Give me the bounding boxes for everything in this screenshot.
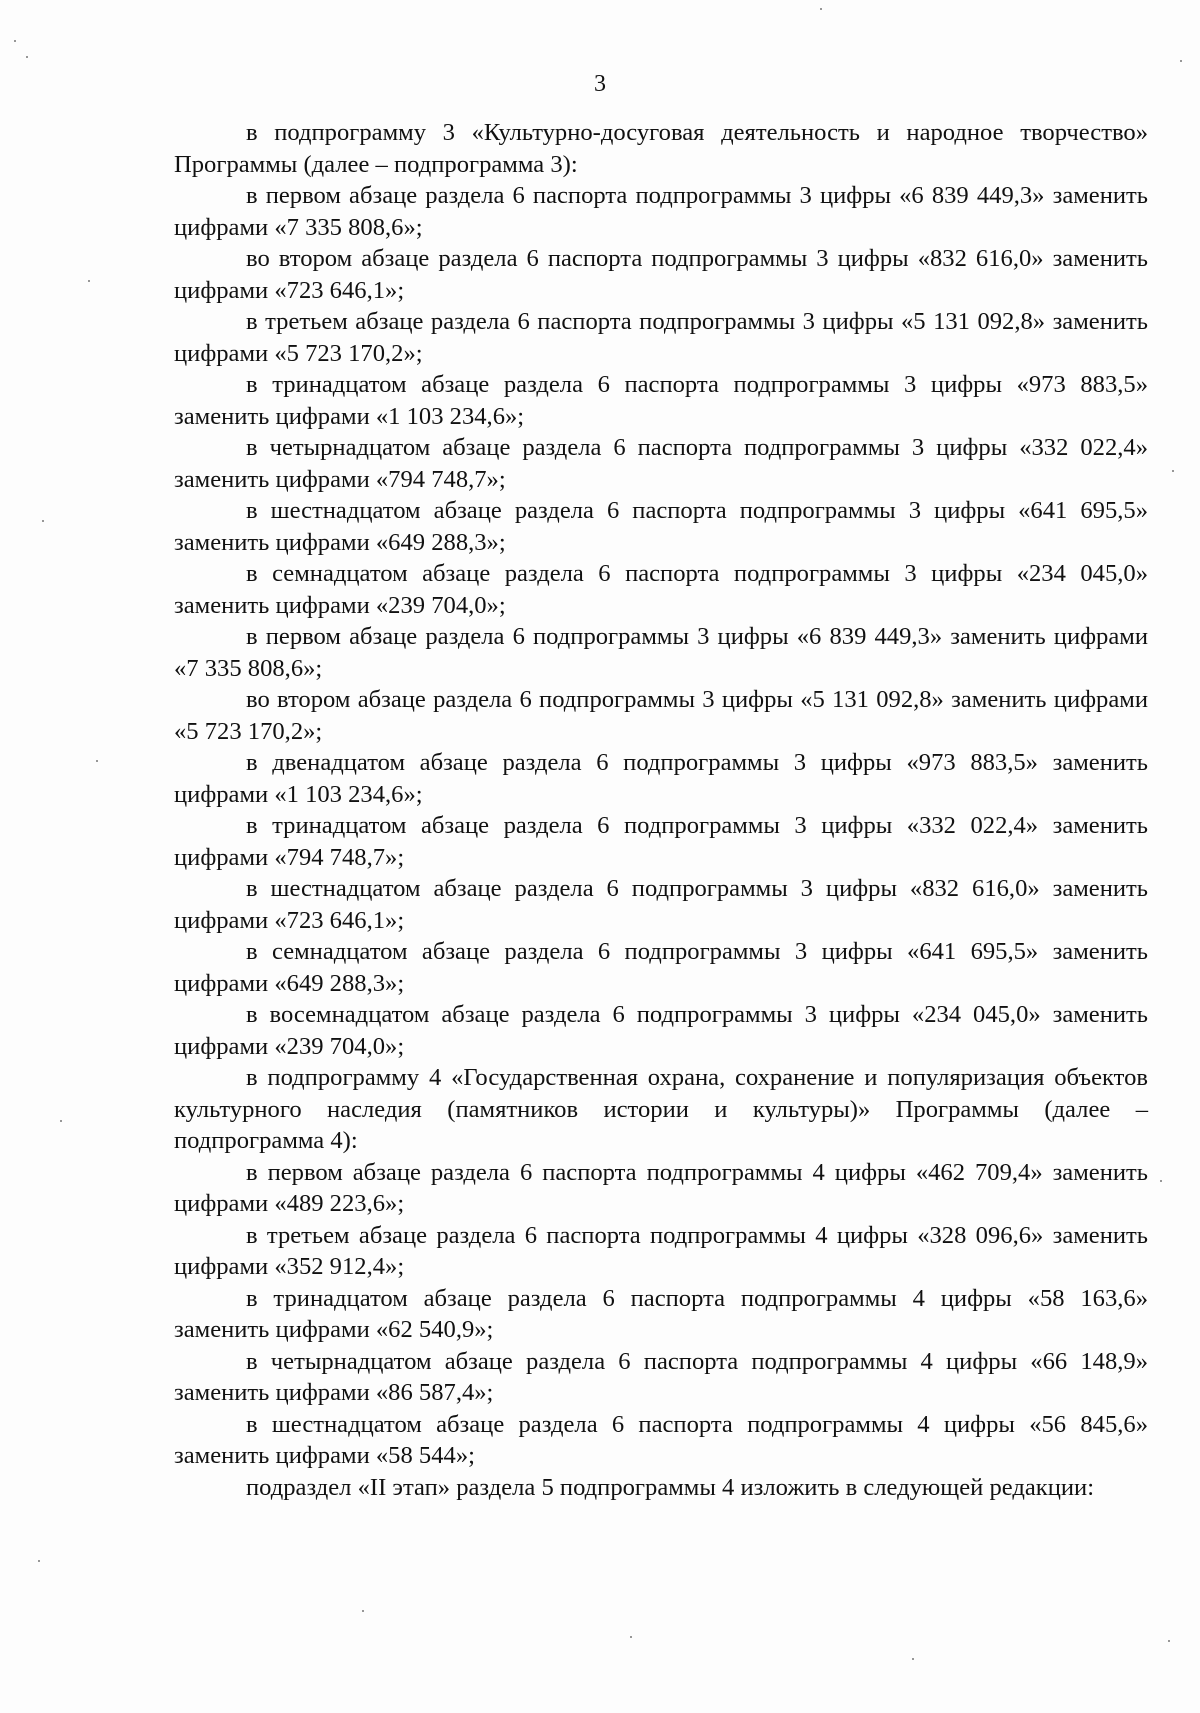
paragraph-amendment: во втором абзаце раздела 6 паспорта подпрограммы 3 цифры «832 616,0» заменить цифрами «723 646,1»; <box>174 245 1148 304</box>
scan-speck <box>26 56 28 58</box>
paragraph-closing: подраздел «II этап» раздела 5 подпрограммы 4 изложить в следующей редакции: <box>246 1473 1095 1501</box>
scan-speck <box>1172 470 1174 472</box>
scan-speck <box>820 8 822 10</box>
scan-speck <box>88 280 90 282</box>
scan-speck <box>42 520 44 522</box>
paragraph-amendment: во втором абзаце раздела 6 подпрограммы 3 цифры «5 131 092,8» заменить цифрами «5 723 170,2»; <box>174 686 1148 745</box>
paragraph-amendment: в тринадцатом абзаце раздела 6 подпрограммы 3 цифры «332 022,4» заменить цифрами «794 748,7»; <box>174 812 1148 871</box>
paragraph-amendment: в первом абзаце раздела 6 подпрограммы 3 цифры «6 839 449,3» заменить цифрами «7 335 808,6»; <box>174 623 1148 682</box>
paragraph-amendment: в третьем абзаце раздела 6 паспорта подпрограммы 4 цифры «328 096,6» заменить цифрами «352 912,4»; <box>174 1221 1148 1280</box>
paragraph-amendment: в первом абзаце раздела 6 паспорта подпрограммы 4 цифры «462 709,4» заменить цифрами «489 223,6»; <box>174 1158 1148 1217</box>
scan-speck <box>60 1120 62 1122</box>
scan-speck <box>14 40 16 42</box>
scan-speck <box>1180 60 1182 62</box>
paragraph-amendment: в тринадцатом абзаце раздела 6 паспорта подпрограммы 3 цифры «973 883,5» заменить цифрами «1 103 234,6»; <box>174 371 1148 430</box>
scan-speck <box>1160 1180 1162 1182</box>
paragraph-amendment: в восемнадцатом абзаце раздела 6 подпрограммы 3 цифры «234 045,0» заменить цифрами «239 704,0»; <box>174 1001 1148 1060</box>
paragraph-amendment: в четырнадцатом абзаце раздела 6 паспорта подпрограммы 3 цифры «332 022,4» заменить цифрами «794 748,7»; <box>174 434 1148 493</box>
paragraph-amendment: в шестнадцатом абзаце раздела 6 паспорта подпрограммы 3 цифры «641 695,5» заменить цифрами «649 288,3»; <box>174 497 1148 556</box>
paragraph-amendment: в шестнадцатом абзаце раздела 6 подпрограммы 3 цифры «832 616,0» заменить цифрами «723 646,1»; <box>174 875 1148 934</box>
scan-speck <box>912 1658 914 1660</box>
scan-speck <box>38 1560 40 1562</box>
scan-speck <box>630 1636 632 1638</box>
paragraph-subprogram-3-intro: в подпрограмму 3 «Культурно-досуговая деятельность и народное творчество» Программы (далее – подпрограмма 3): <box>174 119 1148 178</box>
scan-speck <box>96 760 98 762</box>
paragraph-amendment: в первом абзаце раздела 6 паспорта подпрограммы 3 цифры «6 839 449,3» заменить цифрами «7 335 808,6»; <box>174 182 1148 241</box>
document-body <box>174 117 1148 1503</box>
scan-speck <box>362 1610 364 1612</box>
paragraph-amendment: в семнадцатом абзаце раздела 6 паспорта подпрограммы 3 цифры «234 045,0» заменить цифрами «239 704,0»; <box>174 560 1148 619</box>
paragraph-amendment: в двенадцатом абзаце раздела 6 подпрограммы 3 цифры «973 883,5» заменить цифрами «1 103 234,6»; <box>174 749 1148 808</box>
paragraph-amendment: в тринадцатом абзаце раздела 6 паспорта подпрограммы 4 цифры «58 163,6» заменить цифрами «62 540,9»; <box>174 1284 1148 1343</box>
scan-speck <box>1168 1640 1170 1642</box>
paragraph-amendment: в семнадцатом абзаце раздела 6 подпрограммы 3 цифры «641 695,5» заменить цифрами «649 288,3»; <box>174 938 1148 997</box>
paragraph-amendment: в четырнадцатом абзаце раздела 6 паспорта подпрограммы 4 цифры «66 148,9» заменить цифрами «86 587,4»; <box>174 1347 1148 1406</box>
page-number: 3 <box>594 71 606 97</box>
paragraph-amendment: в шестнадцатом абзаце раздела 6 паспорта подпрограммы 4 цифры «56 845,6» заменить цифрами «58 544»; <box>174 1410 1148 1469</box>
paragraph-subprogram-4-intro: в подпрограмму 4 «Государственная охрана, сохранение и популяризация объектов культурного наследия (памятников истории и культуры)» Программы (далее – подпрограмма 4): <box>174 1064 1148 1154</box>
paragraph-amendment: в третьем абзаце раздела 6 паспорта подпрограммы 3 цифры «5 131 092,8» заменить цифрами «5 723 170,2»; <box>174 308 1148 367</box>
